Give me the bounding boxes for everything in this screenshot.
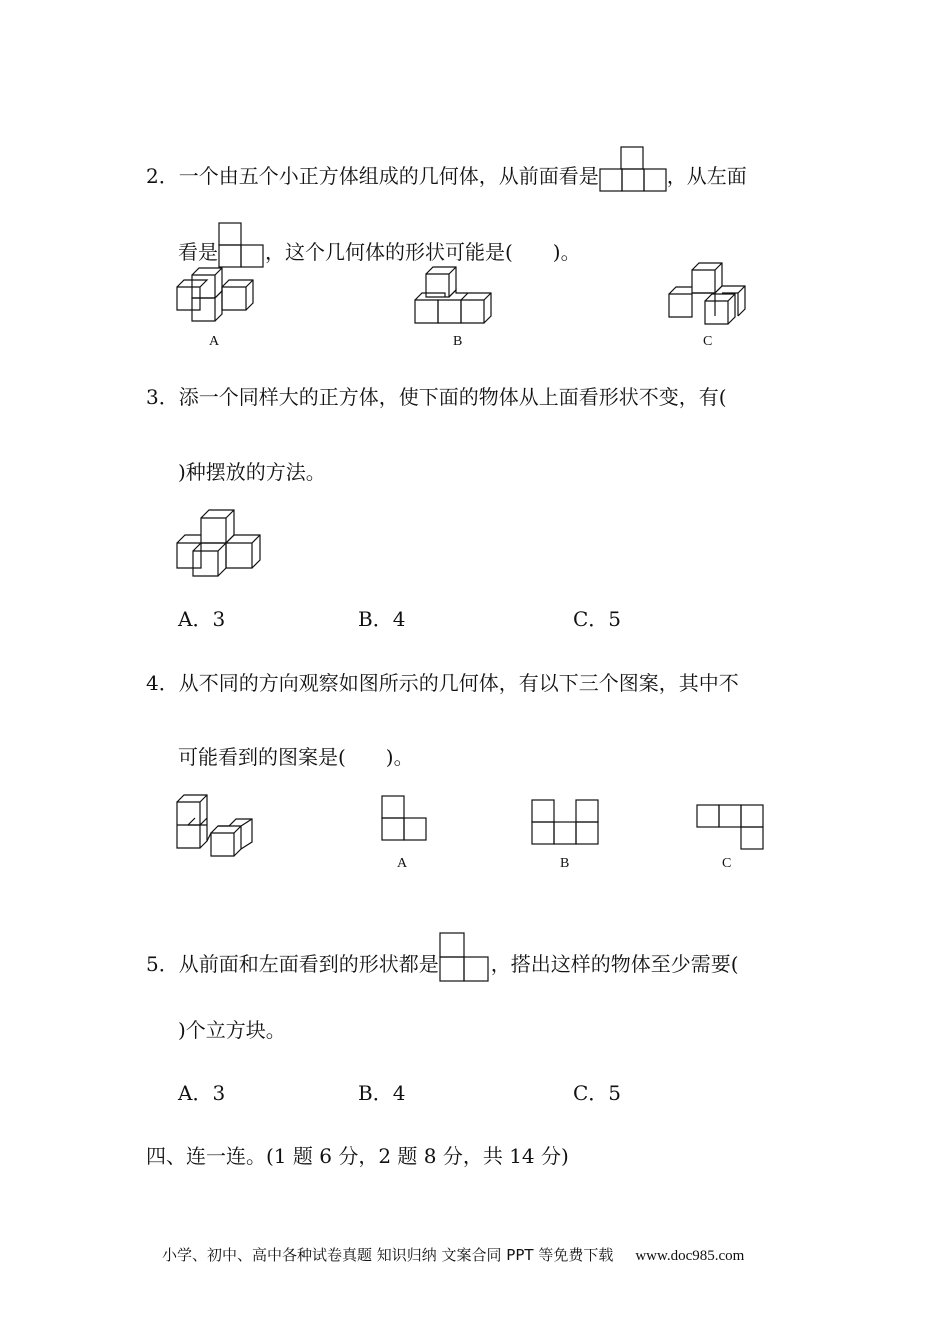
q5-view-figure [439,932,491,982]
footer-text: 小学、初中、高中各种试卷真题 知识归纳 文案合同 PPT 等免费下载 [162,1246,614,1264]
q4-view-b-figure [531,799,601,847]
q4-label-b: B [560,856,570,871]
q5-text-1b: ，搭出这样的物体至少需要( [490,952,739,976]
q2-text-1a: 2．一个由五个小正方体组成的几何体，从前面看是 [146,164,599,188]
q4-label-a: A [397,856,408,871]
q3-option-a[interactable]: A．3 [178,607,226,631]
q2-label-a: A [209,334,220,349]
q2-text-1b: ，从左面 [666,164,747,188]
q2-text-2b: ，这个几何体的形状可能是( )。 [265,240,581,264]
q5-option-b[interactable]: B．4 [358,1081,406,1105]
q5-line-2: )个立方块。 [178,1018,286,1042]
q3-cube-figure [176,506,264,578]
section-4-title: 四、连一连。(1 题 6 分，2 题 8 分，共 14 分) [146,1144,569,1168]
page-footer [162,1244,744,1265]
q2-left-view-figure [218,222,265,268]
q3-option-b[interactable]: B．4 [358,607,406,631]
q5-option-a[interactable]: A．3 [178,1081,226,1105]
q2-option-b-cubes [414,262,504,326]
footer-url[interactable]: www.doc985.com [635,1248,745,1264]
q2-line-1 [146,146,747,190]
q2-front-view-figure [599,146,667,192]
q4-view-c-figure [696,804,766,852]
q3-option-c[interactable]: C．5 [573,607,622,631]
q5-text-1a: 5．从前面和左面看到的形状都是 [146,952,439,976]
q4-solid-figure [176,793,258,861]
q2-line-2 [178,222,581,266]
q5-line-1 [146,932,739,978]
q4-label-c: C [722,856,732,871]
q2-option-c-cubes [668,260,750,326]
q2-text-2a: 看是 [178,240,218,264]
q5-option-c[interactable]: C．5 [573,1081,622,1105]
q4-line-1: 4．从不同的方向观察如图所示的几何体，有以下三个图案，其中不 [146,671,739,695]
q3-line-1: 3．添一个同样大的正方体，使下面的物体从上面看形状不变，有( [146,385,727,409]
q2-option-a-cubes [176,264,258,324]
q2-label-c: C [703,334,713,349]
q3-line-2: )种摆放的方法。 [178,460,326,484]
q2-label-b: B [453,334,463,349]
q4-view-a-figure [381,795,429,843]
q4-line-2: 可能看到的图案是( )。 [178,745,414,769]
